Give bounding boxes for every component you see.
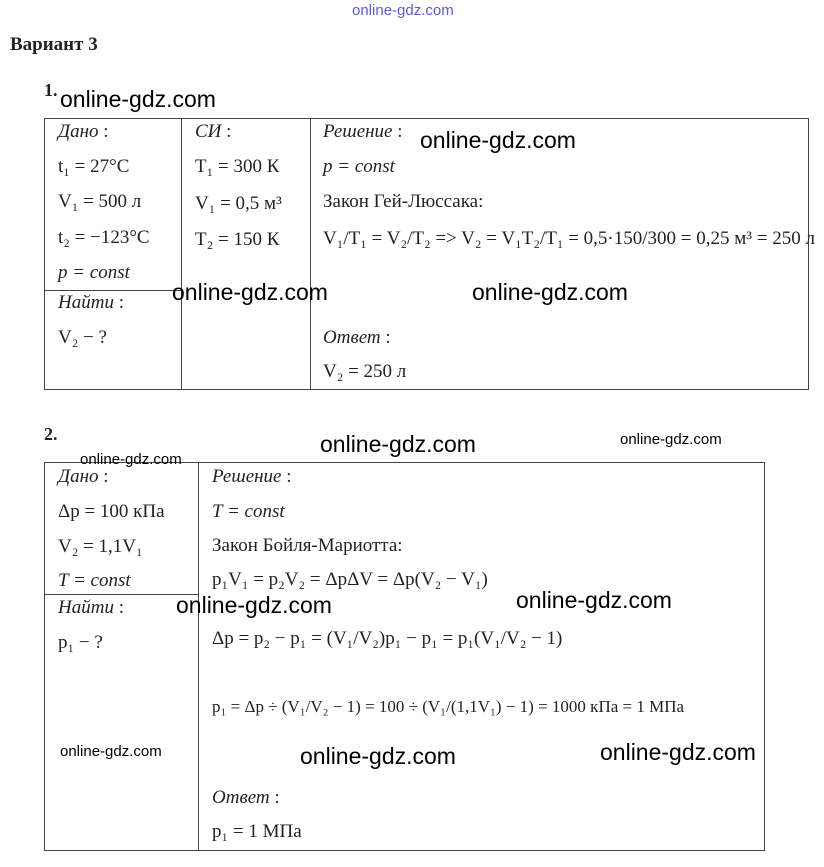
p2-find: p₁ − ?: [58, 632, 103, 653]
p2-otvet-header: [212, 787, 280, 809]
p1-najti-label: Найти: [58, 292, 114, 313]
p2-dano-label: Дано: [58, 466, 99, 487]
p1-reshenie-label: Решение: [323, 121, 393, 142]
p2-solution-line1: T = const: [212, 501, 285, 522]
p2-solution-eq2: Δp = p₂ − p₁ = (V₁/V₂)p₁ − p₁ = p₁(V₁/V₂ − 1): [212, 628, 563, 649]
p1-otvet-header: [323, 327, 391, 349]
p1-solution-line1: p = const: [323, 156, 395, 177]
p2-answer: p₁ = 1 МПа: [212, 821, 302, 842]
p1-given-t1: [58, 156, 129, 178]
watermark-2: online-gdz.com: [420, 127, 576, 153]
p1-given-v1: [58, 191, 141, 213]
watermark-1: online-gdz.com: [60, 86, 216, 112]
p1-otvet-colon: :: [385, 327, 391, 348]
p1-dano-colon: :: [103, 121, 109, 142]
p2-otvet-colon: :: [274, 787, 280, 808]
p2-given-divider: [44, 594, 198, 595]
p1-find-text: V₂ − ?: [58, 327, 107, 348]
watermark-9: online-gdz.com: [516, 587, 672, 613]
p1-given-t1-text: t₁ = 27°C: [58, 156, 130, 177]
p2-given-t: T = const: [58, 570, 131, 591]
p2-reshenie-header: [212, 466, 292, 488]
p1-si-v1: V₁ = 0,5 м³: [195, 193, 282, 214]
problem-2-number: 2.: [44, 424, 58, 444]
p1-najti-header: [58, 292, 124, 314]
p1-divider-2: [310, 118, 311, 390]
p1-find: [58, 327, 107, 349]
p1-najti-colon: :: [118, 292, 124, 313]
watermark-8: online-gdz.com: [176, 592, 332, 618]
watermark-5: online-gdz.com: [320, 431, 476, 457]
p1-given-p: [58, 262, 130, 284]
p1-answer: V₂ = 250 л: [323, 361, 407, 382]
p1-dano-header: [58, 121, 109, 143]
p1-si-label: СИ: [195, 121, 222, 142]
p1-solution-law: Закон Гей-Люссака:: [323, 191, 484, 212]
page-heading: Вариант 3: [10, 34, 98, 55]
p2-reshenie-colon: :: [286, 466, 292, 487]
p1-si-colon: :: [226, 121, 232, 142]
p1-otvet-label: Ответ: [323, 327, 381, 348]
p1-divider-1: [181, 118, 182, 390]
problem-1-number: 1.: [44, 80, 58, 100]
p2-given-v2: V₂ = 1,1V₁: [58, 536, 143, 557]
p2-solution-eq1: p₁V₁ = p₂V₂ = ΔpΔV = Δp(V₂ − V₁): [212, 569, 488, 590]
watermark-11: online-gdz.com: [300, 743, 456, 769]
watermark-7: online-gdz.com: [80, 451, 182, 468]
p1-given-t2: [58, 227, 150, 249]
p2-otvet-label: Ответ: [212, 787, 270, 808]
watermark-4: online-gdz.com: [472, 279, 628, 305]
top-watermark: online-gdz.com: [352, 2, 454, 19]
p2-najti-header: [58, 597, 124, 619]
p1-si-t2: T₂ = 150 К: [195, 229, 280, 250]
problem-1-table: [44, 118, 815, 390]
p1-given-p-text: p = const: [58, 262, 130, 283]
p1-si-header: [195, 121, 231, 143]
p2-given-dp: Δp = 100 кПа: [58, 501, 165, 522]
p2-reshenie-label: Решение: [212, 466, 282, 487]
p1-si-t1: T₁ = 300 К: [195, 156, 280, 177]
p2-dano-colon: :: [103, 466, 109, 487]
watermark-3: online-gdz.com: [172, 279, 328, 305]
p1-given-v1-text: V₁ = 500 л: [58, 191, 142, 212]
watermark-6: online-gdz.com: [620, 431, 722, 448]
p1-given-t2-text: t₂ = −123°C: [58, 227, 150, 248]
p2-solution-eq3: p₁ = Δp ÷ (V₁/V₂ − 1) = 100 ÷ (V₁/(1,1V₁) − 1) = 1000 кПа = 1 МПа: [212, 697, 685, 716]
p1-dano-label: Дано: [58, 121, 99, 142]
p1-solution-equation: V₁/T₁ = V₂/T₂ => V₂ = V₁T₂/T₁ = 0,5·150/300 = 0,25 м³ = 250 л: [323, 228, 815, 249]
p1-reshenie-header: [323, 121, 403, 143]
p2-najti-label: Найти: [58, 597, 114, 618]
p2-najti-colon: :: [118, 597, 124, 618]
p1-given-divider: [44, 290, 181, 291]
watermark-12: online-gdz.com: [600, 739, 756, 765]
p2-dano-header: [58, 466, 109, 488]
p1-reshenie-colon: :: [397, 121, 403, 142]
watermark-10: online-gdz.com: [60, 743, 162, 760]
p2-solution-law: Закон Бойля-Мариотта:: [212, 535, 403, 556]
p2-divider: [198, 462, 199, 851]
